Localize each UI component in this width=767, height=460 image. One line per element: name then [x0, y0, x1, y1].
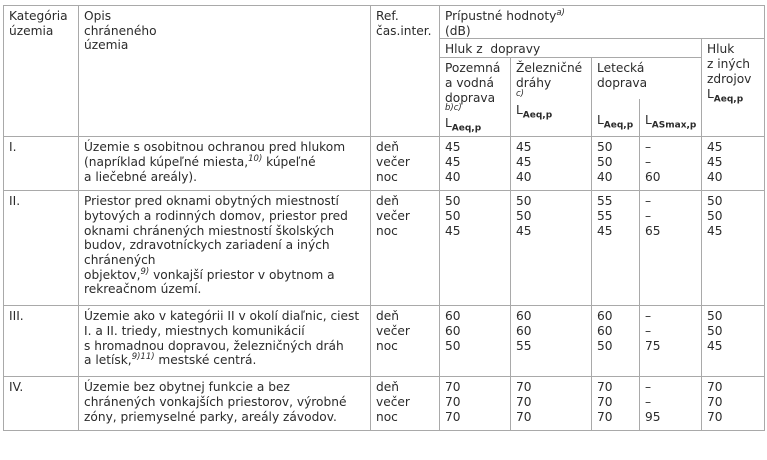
row-description-line: oknami chránených miestností školských — [84, 223, 335, 238]
table-row — [4, 191, 765, 306]
row-description-line: Územie ako v kategórii II v okolí diaľnic, ciest — [84, 309, 360, 324]
row-road-values — [440, 377, 511, 431]
row-description — [79, 306, 371, 377]
period-evening: večer — [376, 323, 410, 338]
row-description-footnote: 10) — [248, 153, 263, 164]
header-rail-symbol: L — [516, 102, 523, 117]
value-cell: 50 — [597, 338, 613, 353]
row-rail-values — [511, 306, 592, 377]
header-ref-time — [371, 6, 440, 137]
value-cell: 65 — [645, 223, 661, 238]
value-cell: – — [645, 208, 652, 223]
header-air-subcols — [592, 99, 701, 136]
header-road-water-footnote: b)c) — [445, 103, 462, 114]
header-allowed-values-title: Prípustné hodnoty — [445, 9, 557, 23]
header-rail-symbol-wrap — [516, 103, 587, 118]
value-cell: – — [645, 394, 652, 409]
header-category-line2: územia — [9, 23, 54, 38]
header-other-noise-line1: Hluk — [707, 42, 735, 57]
value-cell: 70 — [707, 394, 723, 409]
value-cell: 70 — [707, 409, 723, 424]
row-periods — [371, 137, 440, 191]
row-description-line: budov, zdravotníckych zariadení a iných — [84, 238, 330, 253]
period-night: noc — [376, 169, 398, 184]
table-row — [4, 306, 765, 377]
row-category: IV. — [4, 377, 79, 431]
header-description-line1: Opis — [84, 9, 112, 23]
row-description-line: rekreačnom území. — [84, 282, 202, 297]
header-road-water-line3: doprava — [445, 90, 496, 105]
value-cell: 45 — [445, 223, 461, 238]
header-air-title — [592, 58, 701, 99]
row-other-values — [702, 137, 765, 191]
value-cell: 45 — [445, 140, 461, 155]
value-cell: 70 — [445, 394, 461, 409]
row-other-values — [702, 377, 765, 431]
header-rail-sub: Aeq,p — [522, 109, 553, 120]
header-other-noise-line3: zdrojov — [707, 71, 752, 86]
header-road-water-sub: Aeq,p — [451, 123, 482, 134]
row-periods — [371, 377, 440, 431]
value-cell: 70 — [445, 409, 461, 424]
header-road-water-line1: Pozemná — [445, 61, 501, 76]
value-cell: 60 — [645, 169, 661, 184]
value-cell: 50 — [707, 194, 723, 209]
period-evening: večer — [376, 154, 410, 169]
noise-limits-table — [3, 5, 765, 431]
header-ref-time-line1: Ref. — [376, 9, 399, 23]
row-category: I. — [4, 137, 79, 191]
header-description — [79, 6, 371, 137]
value-cell: 40 — [516, 169, 532, 184]
value-cell: 60 — [516, 323, 532, 338]
row-air-values — [592, 306, 640, 377]
value-cell: 70 — [445, 380, 461, 395]
value-cell: 60 — [597, 323, 613, 338]
value-cell: 95 — [645, 409, 661, 424]
row-description-footnote: 9) — [140, 266, 150, 277]
table-row — [4, 137, 765, 191]
row-description-line: I. a II. triedy, miestnych komunikácií — [84, 323, 305, 338]
value-cell: 45 — [707, 140, 723, 155]
value-cell: – — [645, 140, 652, 155]
header-air-lasmax — [639, 99, 701, 136]
header-description-line3: územia — [84, 38, 129, 53]
value-cell: 50 — [516, 194, 532, 209]
value-cell: 70 — [516, 409, 532, 424]
value-cell: 50 — [445, 194, 461, 209]
row-air-max-values — [640, 306, 702, 377]
value-cell: 70 — [597, 380, 613, 395]
period-day: deň — [376, 380, 399, 395]
row-description-text: objektov, — [84, 267, 141, 282]
row-category: III. — [4, 306, 79, 377]
value-cell: 75 — [645, 338, 661, 353]
value-cell: 40 — [445, 169, 461, 184]
header-rail — [511, 58, 592, 137]
header-road-water-symbol: L — [445, 116, 452, 131]
value-cell: 50 — [445, 208, 461, 223]
header-road-water-symbol-wrap — [445, 116, 506, 134]
row-description-line: bytových a rodinných domov, priestor pred — [84, 208, 348, 223]
row-air-max-values — [640, 191, 702, 306]
value-cell: 55 — [597, 194, 613, 209]
row-rail-values — [511, 377, 592, 431]
header-description-line2: chráneného — [84, 23, 157, 38]
header-allowed-values — [440, 6, 765, 39]
row-description-line: s hromadnou dopravou, železničných dráh — [84, 338, 344, 353]
value-cell: 70 — [597, 394, 613, 409]
row-description-text: mestské centrá. — [154, 353, 257, 368]
row-description-line: Územie s osobitnou ochranou pred hlukom — [84, 140, 346, 155]
header-allowed-values-footnote: a) — [556, 7, 565, 18]
row-description-line: Priestor pred oknami obytných miestností — [84, 194, 339, 209]
header-air-sub2: ASmax,p — [651, 120, 697, 131]
value-cell: – — [645, 309, 652, 324]
header-allowed-unit: (dB) — [445, 23, 471, 38]
row-rail-values — [511, 191, 592, 306]
row-air-values — [592, 191, 640, 306]
value-cell: 70 — [516, 394, 532, 409]
row-description-line: chránených vonkajších priestorov, výrobné — [84, 394, 347, 409]
value-cell: 60 — [445, 323, 461, 338]
value-cell: 55 — [597, 208, 613, 223]
row-description — [79, 377, 371, 431]
value-cell: – — [645, 154, 652, 169]
value-cell: 45 — [516, 223, 532, 238]
value-cell: 45 — [597, 223, 613, 238]
value-cell: 60 — [597, 309, 613, 324]
header-air-line1: Letecká — [597, 61, 645, 76]
header-rail-line2: dráhy — [516, 75, 552, 90]
value-cell: 50 — [597, 140, 613, 155]
header-other-noise-line2: z iných — [707, 57, 751, 72]
row-periods — [371, 306, 440, 377]
row-description-line: Územie bez obytnej funkcie a bez — [84, 380, 290, 395]
row-description-text: vonkajší priestor v obytnom a — [149, 267, 335, 282]
header-air-symbol1: L — [597, 113, 604, 128]
row-description-line: chránených — [84, 252, 156, 267]
header-air — [592, 58, 702, 137]
value-cell: 45 — [516, 154, 532, 169]
period-night: noc — [376, 409, 398, 424]
row-description — [79, 137, 371, 191]
value-cell: 45 — [516, 140, 532, 155]
row-air-max-values — [640, 137, 702, 191]
row-description-text: (napríklad kúpeľné miesta, — [84, 154, 249, 169]
row-road-values — [440, 191, 511, 306]
value-cell: 45 — [707, 338, 723, 353]
value-cell: 50 — [516, 208, 532, 223]
value-cell: 50 — [597, 154, 613, 169]
value-cell: 45 — [445, 154, 461, 169]
row-air-values — [592, 377, 640, 431]
row-rail-values — [511, 137, 592, 191]
value-cell: 40 — [597, 169, 613, 184]
value-cell: 60 — [445, 309, 461, 324]
value-cell: 50 — [707, 309, 723, 324]
header-air-sub1: Aeq,p — [603, 120, 634, 131]
row-description — [79, 191, 371, 306]
header-other-noise-symbol: L — [707, 86, 714, 101]
value-cell: 55 — [516, 338, 532, 353]
row-air-max-values — [640, 377, 702, 431]
period-night: noc — [376, 338, 398, 353]
header-traffic-noise — [440, 39, 702, 58]
header-air-laeq — [592, 99, 639, 136]
header-rail-line1: Železničné — [516, 61, 583, 76]
header-category-line1: Kategória — [9, 9, 68, 23]
header-other-noise-symbol-wrap — [707, 87, 760, 102]
value-cell: 50 — [445, 338, 461, 353]
header-traffic-noise-label: Hluk z dopravy — [445, 42, 541, 57]
period-evening: večer — [376, 208, 410, 223]
row-other-values — [702, 306, 765, 377]
period-day: deň — [376, 140, 399, 155]
value-cell: – — [645, 323, 652, 338]
header-road-water-line2: a vodná — [445, 75, 494, 90]
row-description-footnote: 9)11) — [131, 352, 155, 363]
header-air-line2: doprava — [597, 75, 648, 90]
row-description-text: a letísk, — [84, 353, 132, 368]
value-cell: 50 — [707, 208, 723, 223]
period-day: deň — [376, 309, 399, 324]
row-air-values — [592, 137, 640, 191]
period-night: noc — [376, 223, 398, 238]
value-cell: – — [645, 194, 652, 209]
header-air-symbol2: L — [645, 113, 652, 128]
value-cell: 50 — [707, 323, 723, 338]
header-other-noise — [702, 39, 765, 137]
header-other-noise-sub: Aeq,p — [713, 93, 744, 104]
header-category — [4, 6, 79, 137]
value-cell: 45 — [707, 154, 723, 169]
row-other-values — [702, 191, 765, 306]
table-row — [4, 377, 765, 431]
period-evening: večer — [376, 394, 410, 409]
header-rail-footnote: c) — [516, 88, 524, 99]
value-cell: 40 — [707, 169, 723, 184]
header-row-1 — [4, 6, 765, 39]
value-cell: 45 — [707, 223, 723, 238]
period-day: deň — [376, 194, 399, 209]
header-road-water — [440, 58, 511, 137]
row-description-line — [84, 353, 366, 368]
row-description-line: a liečebné areály). — [84, 169, 198, 184]
row-description-line — [84, 268, 366, 283]
value-cell: – — [645, 380, 652, 395]
row-road-values — [440, 306, 511, 377]
value-cell: 70 — [707, 380, 723, 395]
row-periods — [371, 191, 440, 306]
header-ref-time-line2: čas.inter. — [376, 23, 432, 38]
row-description-text: kúpeľné — [262, 154, 316, 169]
value-cell: 70 — [516, 380, 532, 395]
row-description-line: zóny, priemyselné parky, areály závodov. — [84, 409, 337, 424]
row-road-values — [440, 137, 511, 191]
value-cell: 70 — [597, 409, 613, 424]
value-cell: 60 — [516, 309, 532, 324]
row-description-line — [84, 155, 366, 170]
row-category: II. — [4, 191, 79, 306]
